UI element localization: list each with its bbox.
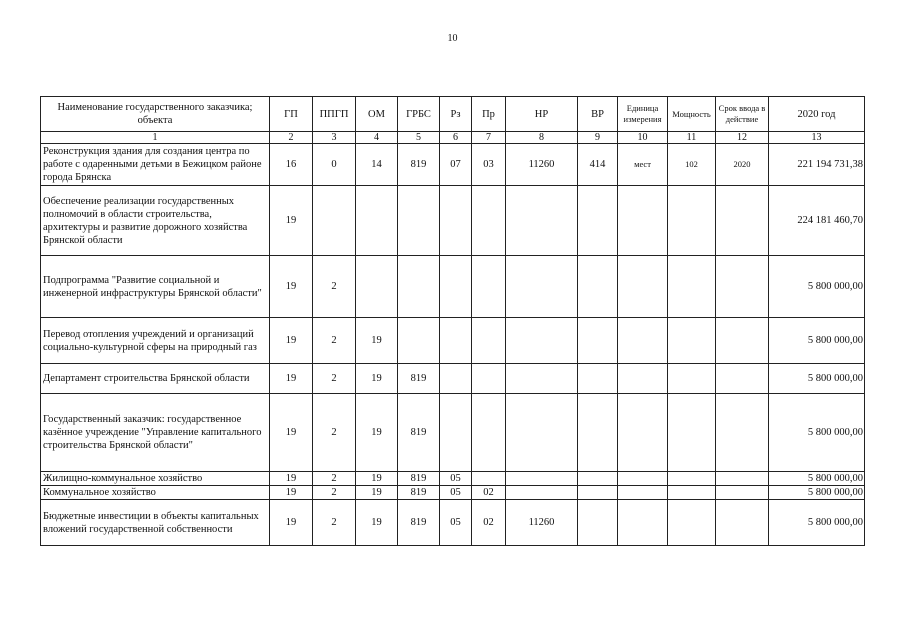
table-row	[41, 318, 865, 364]
table-row	[41, 256, 865, 318]
cell-pgp: 2	[313, 256, 356, 318]
header-unit: Единица измерения	[618, 97, 668, 132]
table-row	[41, 394, 865, 472]
cell-term	[716, 472, 769, 486]
cell-power	[668, 364, 716, 394]
cell-grbs: 819	[398, 394, 440, 472]
cell-gp: 16	[270, 144, 313, 186]
cell-pgp: 2	[313, 364, 356, 394]
cell-gp: 19	[270, 186, 313, 256]
cell-pgp: 2	[313, 318, 356, 364]
cell-y2020: 5 800 000,00	[769, 256, 865, 318]
cell-unit	[618, 500, 668, 546]
cell-rz	[440, 256, 472, 318]
cell-power	[668, 500, 716, 546]
cell-y2020: 5 800 000,00	[769, 472, 865, 486]
column-number: 11	[668, 132, 716, 144]
cell-name: Жилищно-коммунальное хозяйство	[41, 472, 270, 486]
cell-name: Департамент строительства Брянской области	[41, 364, 270, 394]
header-pr: Пр	[472, 97, 506, 132]
cell-pr: 02	[472, 500, 506, 546]
cell-vr	[578, 186, 618, 256]
cell-pr	[472, 472, 506, 486]
table-row	[41, 486, 865, 500]
cell-pr	[472, 256, 506, 318]
cell-rz	[440, 364, 472, 394]
header-term: Срок ввода в действие	[716, 97, 769, 132]
cell-vr: 414	[578, 144, 618, 186]
cell-term	[716, 318, 769, 364]
cell-name: Перевод отопления учреждений и организаций социально-культурной сферы на природный газ	[41, 318, 270, 364]
column-number: 10	[618, 132, 668, 144]
cell-rz: 05	[440, 486, 472, 500]
cell-pgp: 2	[313, 486, 356, 500]
cell-np: 11260	[506, 144, 578, 186]
cell-grbs	[398, 318, 440, 364]
cell-term	[716, 486, 769, 500]
header-name: Наименование государственного заказчика; объекта	[41, 97, 270, 132]
cell-pr	[472, 186, 506, 256]
column-number: 9	[578, 132, 618, 144]
cell-np	[506, 364, 578, 394]
cell-gp: 19	[270, 486, 313, 500]
cell-vr	[578, 364, 618, 394]
cell-term	[716, 500, 769, 546]
column-number: 2	[270, 132, 313, 144]
cell-grbs: 819	[398, 144, 440, 186]
cell-pr	[472, 318, 506, 364]
cell-name: Подпрограмма "Развитие социальной и инженерной инфраструктуры Брянской области"	[41, 256, 270, 318]
cell-gp: 19	[270, 394, 313, 472]
cell-pgp: 0	[313, 144, 356, 186]
cell-y2020: 5 800 000,00	[769, 318, 865, 364]
cell-power	[668, 318, 716, 364]
cell-term	[716, 256, 769, 318]
cell-np	[506, 186, 578, 256]
cell-rz	[440, 318, 472, 364]
cell-name: Государственный заказчик: государственное казённое учреждение "Управление капитального строительства Брянской области"	[41, 394, 270, 472]
cell-vr	[578, 318, 618, 364]
column-number: 4	[356, 132, 398, 144]
cell-term: 2020	[716, 144, 769, 186]
cell-om: 19	[356, 364, 398, 394]
cell-gp: 19	[270, 318, 313, 364]
cell-pr	[472, 394, 506, 472]
cell-np	[506, 472, 578, 486]
cell-grbs	[398, 256, 440, 318]
column-number: 8	[506, 132, 578, 144]
cell-power	[668, 486, 716, 500]
cell-vr	[578, 500, 618, 546]
cell-grbs	[398, 186, 440, 256]
table-row	[41, 472, 865, 486]
cell-y2020: 221 194 731,38	[769, 144, 865, 186]
column-number-row	[41, 132, 865, 144]
cell-pgp	[313, 186, 356, 256]
cell-unit: мест	[618, 144, 668, 186]
column-number: 1	[41, 132, 270, 144]
header-np: НР	[506, 97, 578, 132]
cell-name: Коммунальное хозяйство	[41, 486, 270, 500]
cell-y2020: 5 800 000,00	[769, 394, 865, 472]
cell-vr	[578, 394, 618, 472]
cell-rz: 07	[440, 144, 472, 186]
column-number: 12	[716, 132, 769, 144]
cell-term	[716, 364, 769, 394]
cell-np	[506, 486, 578, 500]
cell-om: 14	[356, 144, 398, 186]
cell-np	[506, 394, 578, 472]
cell-rz: 05	[440, 500, 472, 546]
cell-rz	[440, 186, 472, 256]
cell-y2020: 5 800 000,00	[769, 500, 865, 546]
cell-power	[668, 256, 716, 318]
cell-pgp: 2	[313, 394, 356, 472]
cell-gp: 19	[270, 256, 313, 318]
table-body	[41, 144, 865, 546]
column-number: 6	[440, 132, 472, 144]
header-row	[41, 97, 865, 132]
cell-power	[668, 186, 716, 256]
header-rz: Рз	[440, 97, 472, 132]
column-number: 13	[769, 132, 865, 144]
cell-y2020: 5 800 000,00	[769, 364, 865, 394]
cell-vr	[578, 472, 618, 486]
header-grbs: ГРБС	[398, 97, 440, 132]
cell-grbs: 819	[398, 486, 440, 500]
column-number: 7	[472, 132, 506, 144]
cell-om	[356, 186, 398, 256]
header-pgp: ППГП	[313, 97, 356, 132]
cell-gp: 19	[270, 364, 313, 394]
cell-power	[668, 472, 716, 486]
header-power: Мощность	[668, 97, 716, 132]
cell-pr: 03	[472, 144, 506, 186]
cell-pgp: 2	[313, 500, 356, 546]
cell-y2020: 5 800 000,00	[769, 486, 865, 500]
cell-grbs: 819	[398, 364, 440, 394]
cell-om	[356, 256, 398, 318]
cell-power: 102	[668, 144, 716, 186]
cell-name: Обеспечение реализации государственных полномочий в области строительства, архитектуры и развитие дорожного хозяйства Брянской области	[41, 186, 270, 256]
cell-pr: 02	[472, 486, 506, 500]
cell-om: 19	[356, 394, 398, 472]
cell-unit	[618, 256, 668, 318]
cell-np	[506, 256, 578, 318]
cell-unit	[618, 394, 668, 472]
table-row	[41, 186, 865, 256]
cell-om: 19	[356, 318, 398, 364]
cell-grbs: 819	[398, 500, 440, 546]
cell-unit	[618, 364, 668, 394]
cell-name: Реконструкция здания для создания центра по работе с одаренными детьми в Бежицком районе города Брянска	[41, 144, 270, 186]
cell-term	[716, 394, 769, 472]
cell-power	[668, 394, 716, 472]
page-number: 10	[447, 33, 458, 44]
table-row	[41, 144, 865, 186]
cell-unit	[618, 186, 668, 256]
cell-term	[716, 186, 769, 256]
cell-name: Бюджетные инвестиции в объекты капитальных вложений государственной собственности	[41, 500, 270, 546]
cell-om: 19	[356, 500, 398, 546]
cell-gp: 19	[270, 472, 313, 486]
header-year-2020: 2020 год	[769, 97, 865, 132]
cell-rz: 05	[440, 472, 472, 486]
cell-np: 11260	[506, 500, 578, 546]
cell-unit	[618, 486, 668, 500]
cell-om: 19	[356, 472, 398, 486]
column-number: 5	[398, 132, 440, 144]
cell-pgp: 2	[313, 472, 356, 486]
cell-unit	[618, 472, 668, 486]
cell-np	[506, 318, 578, 364]
cell-gp: 19	[270, 500, 313, 546]
budget-table	[40, 96, 865, 546]
table-row	[41, 500, 865, 546]
header-om: ОМ	[356, 97, 398, 132]
header-vr: ВР	[578, 97, 618, 132]
cell-grbs: 819	[398, 472, 440, 486]
cell-vr	[578, 256, 618, 318]
cell-unit	[618, 318, 668, 364]
cell-pr	[472, 364, 506, 394]
cell-y2020: 224 181 460,70	[769, 186, 865, 256]
table-row	[41, 364, 865, 394]
cell-om: 19	[356, 486, 398, 500]
header-gp: ГП	[270, 97, 313, 132]
cell-vr	[578, 486, 618, 500]
column-number: 3	[313, 132, 356, 144]
cell-rz	[440, 394, 472, 472]
